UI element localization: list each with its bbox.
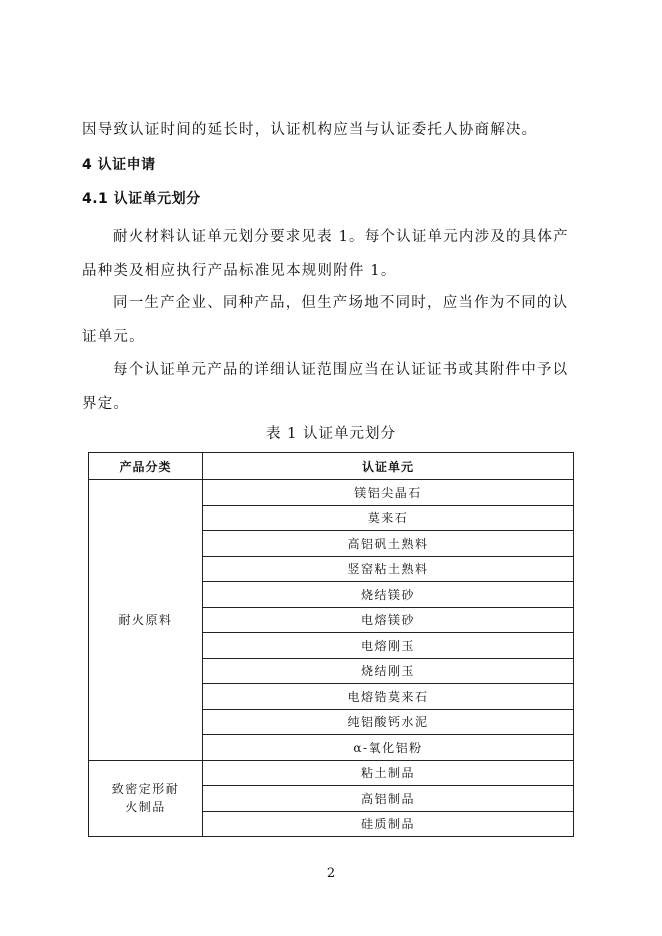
unit-cell: 竖窑粘土熟料: [203, 556, 574, 582]
paragraph-continuation: 因导致认证时间的延长时，认证机构应当与认证委托人协商解决。: [82, 122, 538, 138]
page-number: 2: [326, 866, 336, 881]
header-unit: 认证单元: [203, 453, 574, 480]
paragraph-unit-division: 耐火材料认证单元划分要求见表 1。每个认证单元内涉及的具体产品种类及相应执行产品标准见本规则附件 1。: [82, 229, 569, 279]
paragraph-production-site: 同一生产企业、同种产品，但生产场地不同时，应当作为不同的认证单元。: [82, 295, 569, 345]
table-caption: 表 1 认证单元划分: [266, 426, 396, 442]
unit-cell: 高铝矾土熟料: [203, 531, 574, 557]
unit-cell: 硅质制品: [203, 811, 574, 837]
unit-cell: 粘土制品: [203, 760, 574, 786]
unit-cell: 电熔刚玉: [203, 633, 574, 659]
unit-cell: 高铝制品: [203, 786, 574, 812]
certification-unit-table: [88, 452, 574, 837]
unit-cell: 纯铝酸钙水泥: [203, 709, 574, 735]
unit-cell: 电熔镁砂: [203, 607, 574, 633]
unit-cell: 电熔锆莫来石: [203, 684, 574, 710]
section-heading: 4 认证申请: [82, 157, 156, 173]
table-row: [89, 760, 574, 786]
unit-cell: 烧结镁砂: [203, 582, 574, 608]
unit-cell: 烧结刚玉: [203, 658, 574, 684]
category-cell: 耐火原料: [89, 480, 203, 761]
unit-cell: α-氧化铝粉: [203, 735, 574, 761]
category-label: 致密定形耐火制品: [111, 782, 180, 815]
table-header-row: [89, 453, 574, 480]
paragraph-certification-scope: 每个认证单元产品的详细认证范围应当在认证证书或其附件中予以界定。: [82, 362, 569, 412]
header-category: 产品分类: [89, 453, 203, 480]
unit-cell: 镁铝尖晶石: [203, 480, 574, 506]
subsection-heading: 4.1 认证单元划分: [82, 191, 201, 207]
category-cell: [89, 760, 203, 837]
unit-cell: 莫来石: [203, 505, 574, 531]
table-row: [89, 480, 574, 506]
